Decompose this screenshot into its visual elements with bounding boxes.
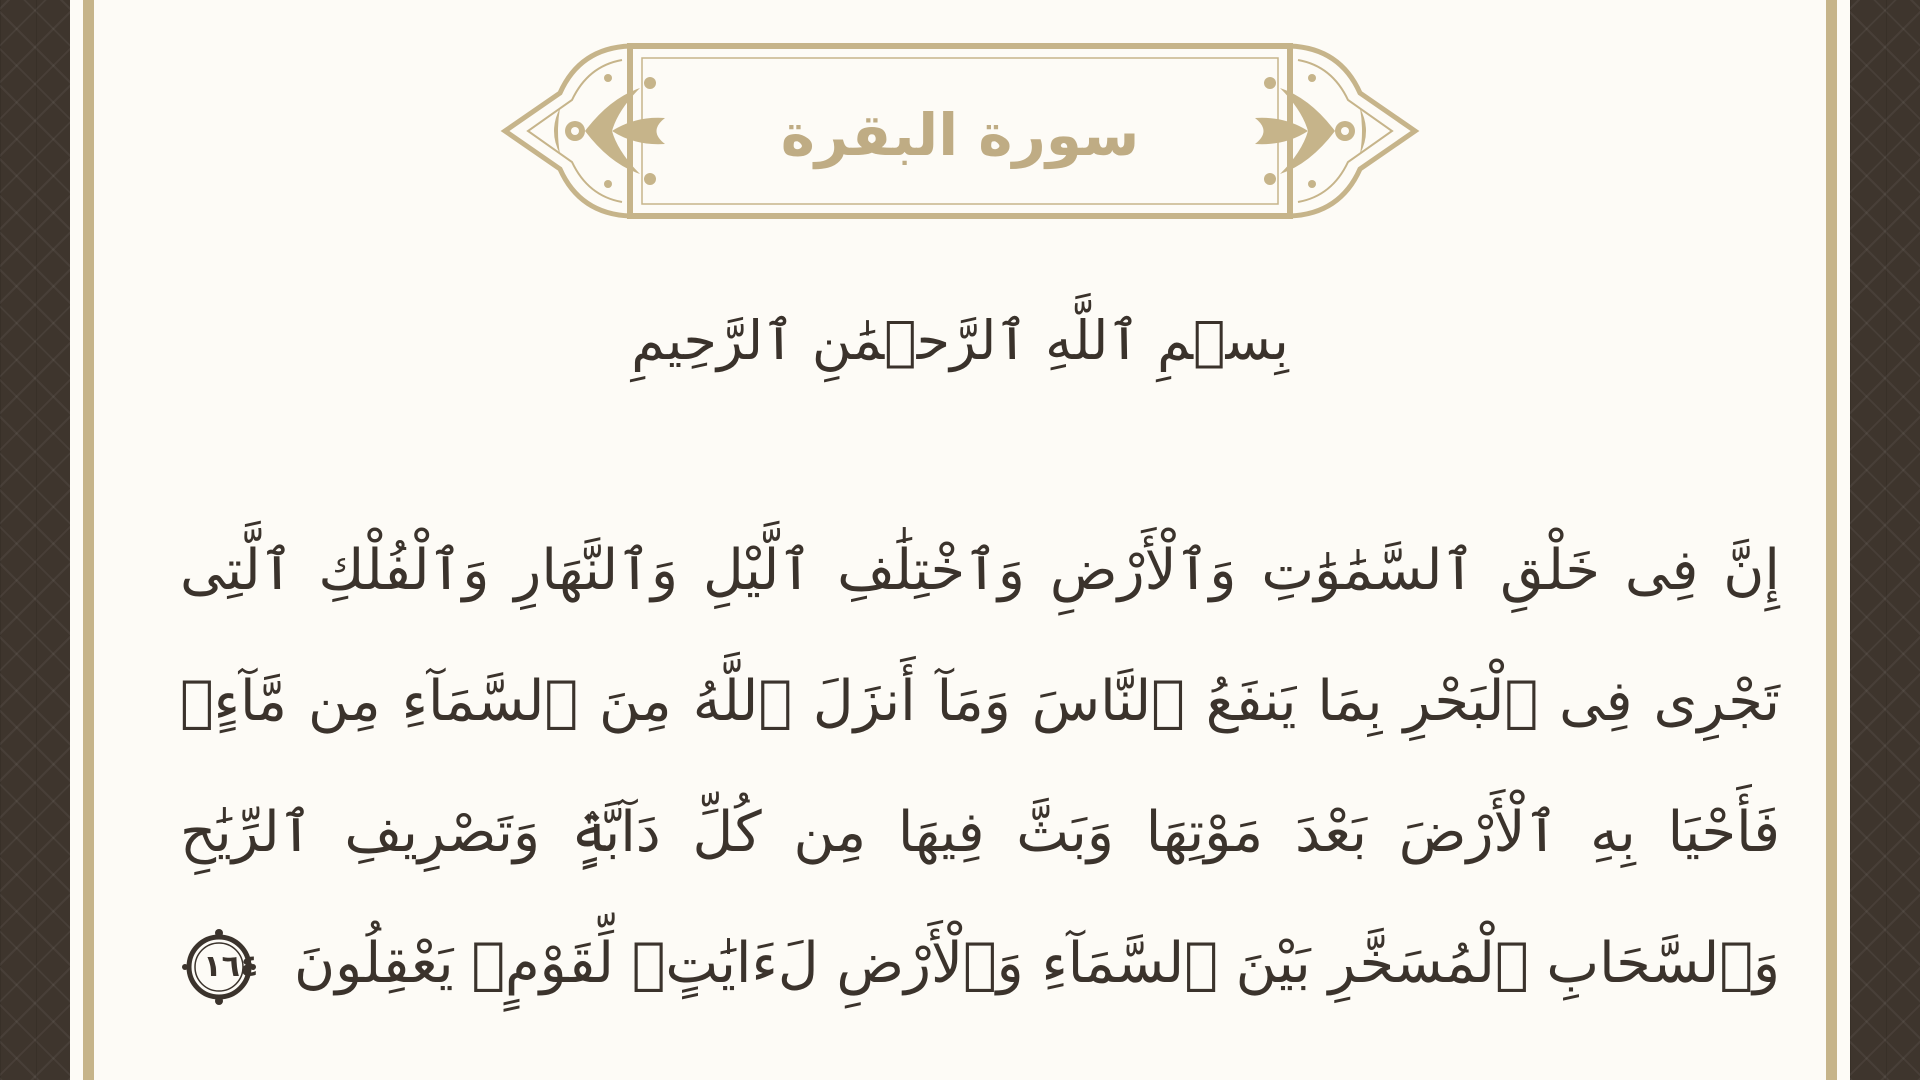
right-gold-border [1826,0,1837,1080]
basmala: بِسۡمِ ٱللَّهِ ٱلرَّحۡمَٰنِ ٱلرَّحِيمِ [631,308,1289,372]
left-gold-border [83,0,94,1080]
verse-line: فَأَحْيَا بِهِ ٱلْأَرْضَ بَعْدَ مَوْتِهَا وَبَثَّ فِيهَا مِن كُلِّ دَآبَّةٍۢ وَتَصْرِيفِ ٱلرِّيَٰحِ [180,800,1780,865]
surah-title: سورة البقرة [780,101,1140,169]
left-ornamental-band [0,0,70,1080]
ayah-end-marker [180,928,258,1006]
verse-block [180,505,1800,1045]
surah-header-frame [500,38,1420,228]
verse-line: إِنَّ فِى خَلْقِ ٱلسَّمَٰوَٰتِ وَٱلْأَرْضِ وَٱخْتِلَٰفِ ٱلَّيْلِ وَٱلنَّهَارِ وَٱلْفُلْكِ ٱلَّتِى [180,538,1780,603]
ayah-number: ١٦٤ [203,948,259,984]
right-ornamental-band [1850,0,1920,1080]
verse-line: تَجْرِى فِى ٱلْبَحْرِ بِمَا يَنفَعُ ٱلنَّاسَ وَمَآ أَنزَلَ ٱللَّهُ مِنَ ٱلسَّمَآءِ مِن مَّآءٍۢ [180,669,1780,734]
verse-line-text: وَٱلسَّحَابِ ٱلْمُسَخَّرِ بَيْنَ ٱلسَّمَآءِ وَٱلْأَرْضِ لَءَايَٰتٍۢ لِّقَوْمٍۢ يَعْقِلُونَ [294,931,1780,996]
verse-line [180,898,1780,1029]
